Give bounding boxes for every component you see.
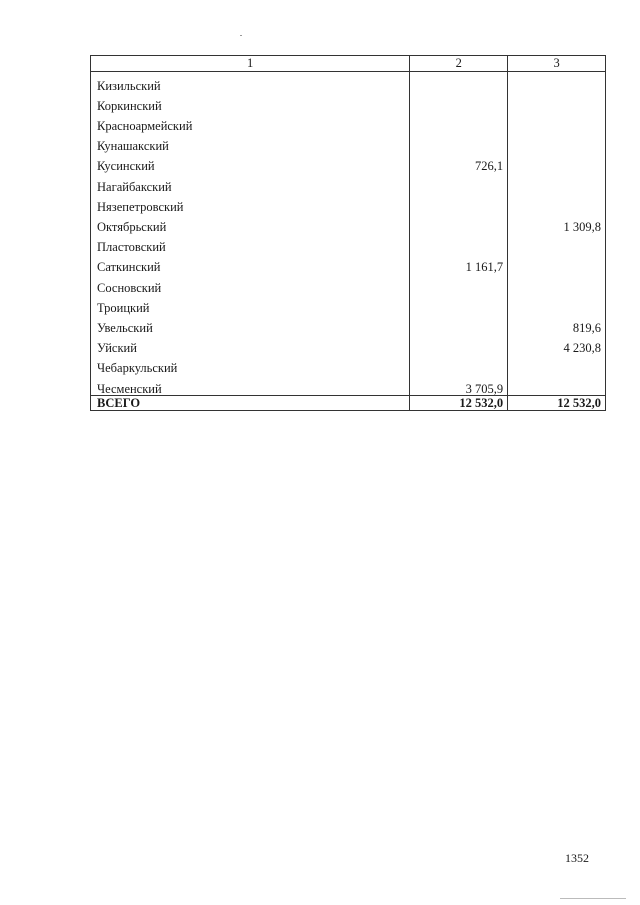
table-row	[91, 133, 606, 153]
district-name: Октябрьский	[91, 213, 410, 233]
scan-mark	[240, 35, 242, 36]
table-total-row	[91, 396, 606, 411]
table-row	[91, 213, 606, 233]
cell-col2	[410, 274, 508, 294]
district-name: Чесменский	[91, 375, 410, 396]
cell-col3	[508, 193, 606, 213]
table-row	[91, 334, 606, 354]
district-name: Сосновский	[91, 274, 410, 294]
table-row	[91, 234, 606, 254]
footer-rule	[560, 898, 626, 899]
table-row	[91, 153, 606, 173]
district-name: Увельский	[91, 314, 410, 334]
table-row	[91, 355, 606, 375]
cell-col2	[410, 234, 508, 254]
cell-col3	[508, 254, 606, 274]
budget-table	[90, 55, 606, 411]
table-row	[91, 112, 606, 132]
cell-col2: 3 705,9	[410, 375, 508, 396]
district-name: Нагайбакский	[91, 173, 410, 193]
district-name: Чебаркульский	[91, 355, 410, 375]
table-row	[91, 72, 606, 93]
cell-col2	[410, 314, 508, 334]
table-header-row	[91, 56, 606, 72]
cell-col2	[410, 355, 508, 375]
cell-col2	[410, 173, 508, 193]
district-name: Троицкий	[91, 294, 410, 314]
column-header: 1	[91, 56, 410, 72]
table-row	[91, 375, 606, 396]
total-col3: 12 532,0	[508, 396, 606, 411]
page-number: 1352	[565, 851, 589, 865]
cell-col2	[410, 72, 508, 93]
cell-col3	[508, 112, 606, 132]
district-name: Уйский	[91, 334, 410, 354]
cell-col3	[508, 133, 606, 153]
cell-col3	[508, 375, 606, 396]
total-col2: 12 532,0	[410, 396, 508, 411]
cell-col2	[410, 92, 508, 112]
district-name: Пластовский	[91, 234, 410, 254]
district-name: Коркинский	[91, 92, 410, 112]
table-row	[91, 294, 606, 314]
cell-col3	[508, 274, 606, 294]
district-name: Кусинский	[91, 153, 410, 173]
district-name: Кизильский	[91, 72, 410, 93]
cell-col3	[508, 153, 606, 173]
cell-col3	[508, 92, 606, 112]
cell-col2: 726,1	[410, 153, 508, 173]
district-name: Кунашакский	[91, 133, 410, 153]
table-row	[91, 173, 606, 193]
cell-col3	[508, 294, 606, 314]
table-row	[91, 254, 606, 274]
cell-col2	[410, 334, 508, 354]
column-header: 2	[410, 56, 508, 72]
district-name: Саткинский	[91, 254, 410, 274]
cell-col3	[508, 234, 606, 254]
cell-col3: 1 309,8	[508, 213, 606, 233]
cell-col2	[410, 213, 508, 233]
cell-col2	[410, 294, 508, 314]
cell-col2	[410, 193, 508, 213]
table-body	[91, 72, 606, 396]
district-name: Красноармейский	[91, 112, 410, 132]
table-row	[91, 92, 606, 112]
cell-col3	[508, 72, 606, 93]
table-row	[91, 314, 606, 334]
table-row	[91, 274, 606, 294]
cell-col2	[410, 112, 508, 132]
total-label: ВСЕГО	[91, 396, 410, 411]
cell-col3	[508, 355, 606, 375]
cell-col3	[508, 173, 606, 193]
cell-col2	[410, 133, 508, 153]
table-row	[91, 193, 606, 213]
cell-col2: 1 161,7	[410, 254, 508, 274]
column-header: 3	[508, 56, 606, 72]
cell-col3: 4 230,8	[508, 334, 606, 354]
cell-col3: 819,6	[508, 314, 606, 334]
district-name: Нязепетровский	[91, 193, 410, 213]
